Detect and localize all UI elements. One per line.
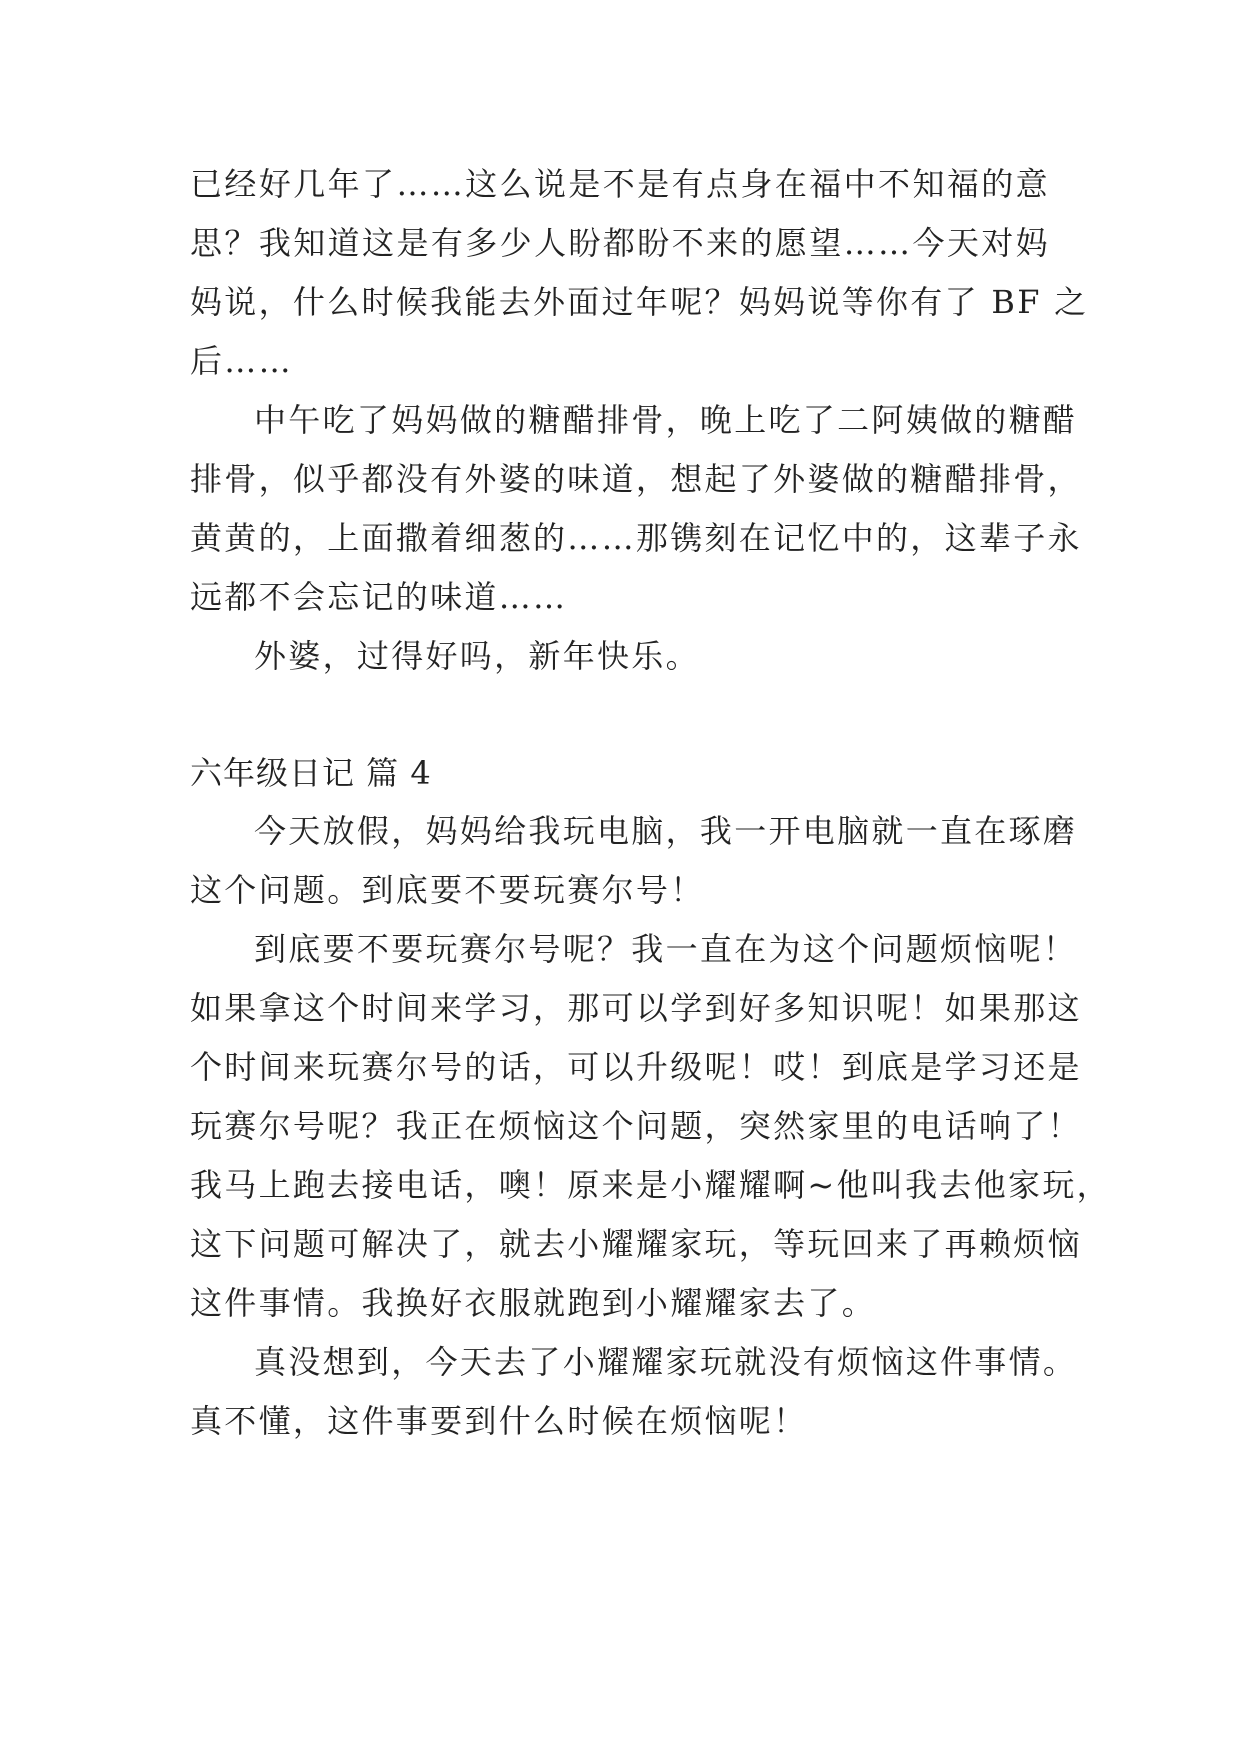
text-line: 远都不会忘记的味道……: [190, 578, 568, 616]
text-line: 个时间来玩赛尔号的话，可以升级呢！哎！到底是学习还是: [190, 1048, 1082, 1086]
text-line: 我马上跑去接电话，噢！原来是小耀耀啊~他叫我去他家玩，: [190, 1166, 1111, 1204]
text-line: 今天放假，妈妈给我玩电脑，我一开电脑就一直在琢磨: [254, 812, 1078, 850]
text-line: 这个问题。到底要不要玩赛尔号！: [190, 871, 705, 909]
text-line: 妈说，什么时候我能去外面过年呢？妈妈说等你有了 BF 之: [190, 283, 1089, 321]
text-line: 到底要不要玩赛尔号呢？我一直在为这个问题烦恼呢！: [254, 930, 1078, 968]
section-title: 六年级日记 篇 4: [190, 754, 432, 792]
text-line: 思？我知道这是有多少人盼都盼不来的愿望……今天对妈: [190, 224, 1050, 262]
text-line: 中午吃了妈妈做的糖醋排骨，晚上吃了二阿姨做的糖醋: [254, 401, 1078, 439]
text-line: 真没想到，今天去了小耀耀家玩就没有烦恼这件事情。: [254, 1343, 1078, 1381]
text-line: 外婆，过得好吗，新年快乐。: [254, 637, 700, 675]
text-line: 已经好几年了……这么说是不是有点身在福中不知福的意: [190, 165, 1050, 203]
text-line: 后……: [190, 342, 293, 380]
text-line: 真不懂，这件事要到什么时候在烦恼呢！: [190, 1402, 808, 1440]
text-line: 玩赛尔号呢？我正在烦恼这个问题，突然家里的电话响了！: [190, 1107, 1082, 1145]
text-line: 如果拿这个时间来学习，那可以学到好多知识呢！如果那这: [190, 989, 1082, 1027]
text-line: 排骨，似乎都没有外婆的味道，想起了外婆做的糖醋排骨，: [190, 460, 1082, 498]
text-line: 这下问题可解决了，就去小耀耀家玩，等玩回来了再赖烦恼: [190, 1225, 1082, 1263]
text-line: 这件事情。我换好衣服就跑到小耀耀家去了。: [190, 1284, 877, 1322]
text-line: 黄黄的，上面撒着细葱的……那镌刻在记忆中的，这辈子永: [190, 519, 1082, 557]
